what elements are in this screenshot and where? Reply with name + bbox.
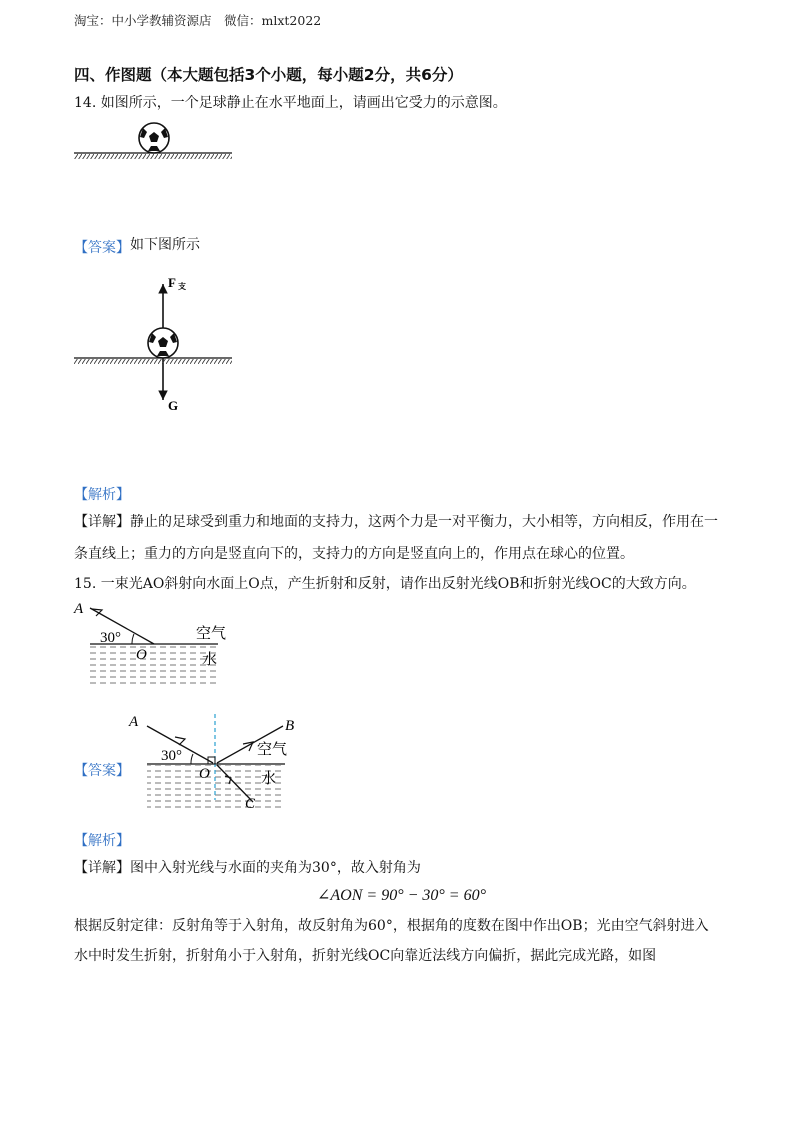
soccer-ball-icon [148,328,178,358]
air-label: 空气 [257,742,288,758]
point-label-c: C [245,796,256,812]
detail-tag: 【详解】 [74,860,130,876]
angle-label: 30° [100,630,121,646]
angle-label: 30° [161,748,182,764]
detail-text: 图中入射光线与水面的夹角为30°，故入射角为 [130,860,421,876]
water-label: 水 [202,652,218,668]
water-label: 水 [261,771,277,787]
q15-detail-line3: 水中时发生折射，折射角小于入射角，折射光线OC向靠近法线方向偏折，据此完成光路，如图 [74,948,657,964]
q15-analysis-tag: 【解析】 [74,833,130,849]
section-title: 四、作图题（本大题包括3个小题，每小题2分，共6分） [74,66,463,84]
page-header: 淘宝：中小学教辅资源店 微信：mlxt2022 [74,13,322,28]
q14-answer-tag: 【答案】 [74,240,130,256]
q14-figure-ball-on-ground [70,118,240,168]
q15-figure [70,596,240,692]
air-label: 空气 [196,626,227,642]
detail-text: 静止的足球受到重力和地面的支持力，这两个力是一对平衡力，大小相等，方向相反，作用在一 [130,514,718,530]
q14-answer-text: 如下图所示 [130,237,200,253]
detail-tag: 【详解】 [74,514,130,530]
q15-equation: ∠AON = 90° − 30° = 60° [317,887,486,904]
q15-detail-line2: 根据反射定律：反射角等于入射角，故反射角为60°，根据角的度数在图中作出OB；光由空气斜射进入 [74,918,709,934]
q14-detail-line1 [74,512,718,532]
point-label-o: O [136,647,147,663]
q14-question: 14. 如图所示，一个足球静止在水平地面上，请画出它受力的示意图。 [74,95,507,111]
point-label-a: A [74,601,84,617]
q15-detail-line1 [74,858,421,878]
q15-answer-figure [125,708,295,814]
force-label-g: G [168,398,179,413]
soccer-ball-icon [139,123,169,153]
point-label-b: B [285,718,295,734]
q14-analysis-tag: 【解析】 [74,487,130,503]
q15-answer-tag: 【答案】 [74,763,130,779]
point-label-a: A [129,714,139,730]
q14-answer-force-diagram [70,268,270,418]
q15-question: 15. 一束光AO斜射向水面上O点，产生折射和反射，请作出反射光线OB和折射光线OC的大致方向。 [74,576,696,592]
force-label-f-subscript: 支 [178,282,186,291]
q14-detail-line2: 条直线上；重力的方向是竖直向下的，支持力的方向是竖直向上的，作用点在球心的位置。 [74,546,634,562]
force-label-f: F [168,275,176,290]
point-label-o: O [199,766,210,782]
